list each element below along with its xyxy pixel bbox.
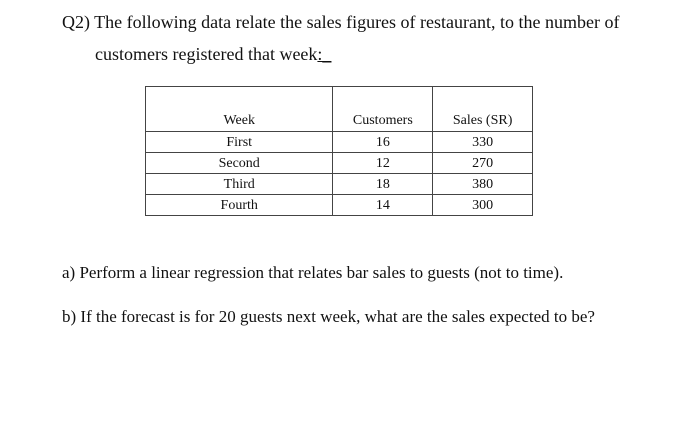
question-line-2 bbox=[95, 44, 331, 65]
part-a-text: a) Perform a linear regression that relates bar sales to guests (not to time). bbox=[62, 263, 564, 282]
question-line-2-text: customers registered that week bbox=[95, 44, 318, 64]
column-header-sales: Sales (SR) bbox=[433, 87, 533, 132]
data-table bbox=[145, 86, 533, 216]
column-header-week: Week bbox=[146, 87, 333, 132]
question-line-2-suffix: :_ bbox=[317, 44, 332, 64]
table-row bbox=[146, 132, 533, 153]
cell-customers: 16 bbox=[333, 132, 433, 153]
table-row bbox=[146, 174, 533, 195]
column-header-customers: Customers bbox=[333, 87, 433, 132]
cell-customers: 12 bbox=[333, 153, 433, 174]
cell-sales: 300 bbox=[433, 195, 533, 216]
cell-week: Second bbox=[146, 153, 333, 174]
cell-sales: 270 bbox=[433, 153, 533, 174]
table-header-row bbox=[146, 87, 533, 132]
cell-customers: 18 bbox=[333, 174, 433, 195]
cell-week: Fourth bbox=[146, 195, 333, 216]
cell-week: First bbox=[146, 132, 333, 153]
cell-customers: 14 bbox=[333, 195, 433, 216]
part-b-text: b) If the forecast is for 20 guests next week, what are the sales expected to be? bbox=[62, 307, 595, 326]
cell-sales: 330 bbox=[433, 132, 533, 153]
cell-week: Third bbox=[146, 174, 333, 195]
cell-sales: 380 bbox=[433, 174, 533, 195]
question-line-1: Q2) The following data relate the sales figures of restaurant, to the number of bbox=[62, 12, 620, 32]
table-row bbox=[146, 195, 533, 216]
table-row bbox=[146, 153, 533, 174]
